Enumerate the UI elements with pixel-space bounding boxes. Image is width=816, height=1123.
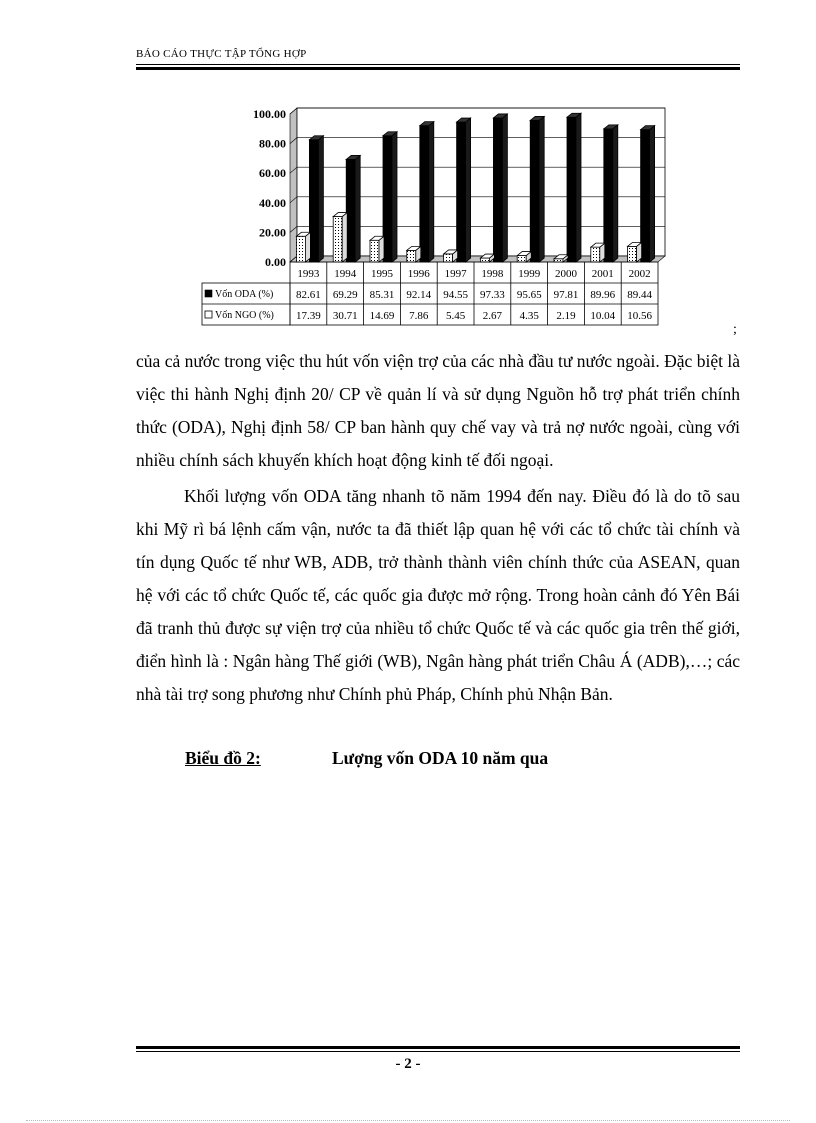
ngo-bar <box>407 246 421 262</box>
x-tick-label: 2000 <box>555 268 577 280</box>
oda-bar-front <box>530 120 539 262</box>
oda-bar-front <box>457 122 466 262</box>
header-rule-thin <box>136 64 740 65</box>
ngo-bar <box>333 213 347 262</box>
ngo-bar <box>444 250 458 262</box>
ngo-bar <box>296 232 310 262</box>
legend-swatch-oda <box>205 290 212 297</box>
ngo-bar-front <box>296 236 305 262</box>
oda-bar-side <box>650 126 655 262</box>
data-label: 69.29 <box>332 289 358 301</box>
figure-label: Biểu đồ 2: <box>185 748 261 768</box>
ngo-bar-front <box>370 240 379 262</box>
legend-label-oda: Vốn ODA (%) <box>215 289 274 300</box>
ngo-bar-front <box>480 258 489 262</box>
footer-rule-thick <box>136 1046 740 1049</box>
data-label: 89.44 <box>627 289 652 301</box>
data-label: 85.31 <box>369 289 395 301</box>
oda-bar-side <box>539 116 544 262</box>
bottom-dotted-line <box>26 1120 790 1122</box>
figure-title: Lượng vốn ODA 10 năm qua <box>332 748 549 768</box>
oda-bar <box>567 113 581 262</box>
data-label: 7.86 <box>409 310 429 322</box>
oda-bar-front <box>567 117 576 262</box>
x-tick-label: 1996 <box>407 268 430 280</box>
paragraph-1: của cả nước trong việc thu hút vốn viện trợ của các nhà đầu tư nước ngoài. Đặc biệt là việc thi hành Nghị định 20/ CP về quản lí và sử dụng Nguồn hỗ trợ phát triển chính thức (ODA), Nghị định 58/ CP ban hành quy chế vay và trả nợ nước ngoài, cùng với nhiều chính sách khuyến khích hoạt động kinh tế đối ngoại. <box>136 351 740 470</box>
oda-bar <box>530 116 544 262</box>
data-label: 2.19 <box>556 310 576 322</box>
oda-bar-front <box>420 126 429 262</box>
data-label: 95.65 <box>516 289 542 301</box>
x-tick-label: 1998 <box>481 268 504 280</box>
chart-side-wall <box>290 108 297 262</box>
oda-bar-side <box>576 113 581 262</box>
ngo-bar-front <box>554 259 563 262</box>
y-tick-label: 0.00 <box>265 255 286 269</box>
oda-bar-side <box>429 122 434 262</box>
oda-ngo-bar-chart <box>200 104 670 336</box>
data-label: 4.35 <box>519 310 539 322</box>
oda-bar <box>346 155 360 262</box>
oda-bar-front <box>493 118 502 262</box>
oda-bar <box>641 126 655 262</box>
x-tick-label: 1997 <box>444 268 467 280</box>
y-tick-label: 80.00 <box>259 136 286 151</box>
x-tick-label: 2002 <box>628 268 651 280</box>
data-label: 10.04 <box>590 310 616 322</box>
oda-bar <box>457 118 471 262</box>
paragraph-2: Khối lượng vốn ODA tăng nhanh tõ năm 1994 đến nay. Điều đó là do tõ sau khi Mỹ rì bá lệnh cấm vận, nước ta đã thiết lập quan hệ với các tổ chức tài chính và tín dụng Quốc tế như WB, ADB, trở thành thành viên chính thức của ASEAN, quan hệ với các tổ chức Quốc tế, các quốc gia được mở rộng. Trong hoàn cảnh đó Yên Bái đã tranh thủ được sự viện trợ của nhiều tổ chức Quốc tế và các quốc gia trên thế giới, điển hình là : Ngân hàng Thế giới (WB), Ngân hàng phát triển Châu Á (ADB),…; các nhà tài trợ song phương như Chính phủ Pháp, Chính phủ Nhận Bản. <box>136 486 740 704</box>
x-tick-label: 1994 <box>334 268 357 280</box>
data-label: 10.56 <box>627 310 652 322</box>
oda-bar <box>420 122 434 262</box>
ngo-bar-front <box>333 217 342 262</box>
data-label: 30.71 <box>332 310 358 322</box>
stray-mark: ; <box>733 322 737 337</box>
ngo-bar-front <box>444 254 453 262</box>
oda-bar-side <box>613 125 618 262</box>
oda-bar-side <box>502 114 507 262</box>
legend-label-ngo: Vốn NGO (%) <box>215 310 274 321</box>
oda-bar <box>493 114 507 262</box>
data-label: 5.45 <box>445 310 466 322</box>
page-number: - 2 - <box>395 1056 421 1072</box>
oda-bar-front <box>604 129 613 262</box>
chart-data-table <box>202 262 658 325</box>
oda-bar-side <box>392 132 397 262</box>
data-label: 82.61 <box>296 289 321 301</box>
ngo-bar-front <box>407 250 416 262</box>
header-rule-thick <box>136 67 740 70</box>
ngo-bar <box>370 236 384 262</box>
oda-bar-side <box>318 136 323 262</box>
data-label: 89.96 <box>590 289 616 301</box>
data-label: 2.67 <box>482 310 503 322</box>
oda-bar <box>309 136 323 262</box>
x-tick-label: 1993 <box>297 268 320 280</box>
ngo-bar-front <box>517 256 526 262</box>
x-tick-label: 2001 <box>591 268 614 280</box>
oda-bar-side <box>355 155 360 262</box>
y-tick-label: 60.00 <box>259 166 286 181</box>
data-label: 14.69 <box>369 310 395 322</box>
header-title: BÁO CÁO THỰC TẬP TỔNG HỢP <box>136 48 307 60</box>
ngo-bar-side <box>342 213 347 262</box>
oda-bar <box>604 125 618 262</box>
y-tick-label: 100.00 <box>253 107 286 121</box>
oda-bar-side <box>466 118 471 262</box>
ngo-bar-front <box>628 246 637 262</box>
ngo-bar-side <box>305 232 310 262</box>
footer-rule-thin <box>136 1051 740 1052</box>
x-tick-label: 1995 <box>371 268 393 280</box>
data-label: 97.33 <box>480 289 505 301</box>
chart-y-tick-labels <box>253 107 286 269</box>
data-label: 17.39 <box>296 310 321 322</box>
x-tick-label: 1999 <box>518 268 541 280</box>
ngo-bar <box>628 242 642 262</box>
ngo-bar-front <box>591 247 600 262</box>
data-label: 92.14 <box>406 289 432 301</box>
data-label: 97.81 <box>553 289 579 301</box>
legend-swatch-ngo <box>205 311 212 318</box>
y-tick-label: 40.00 <box>259 195 286 210</box>
ngo-bar <box>591 243 605 262</box>
data-label: 94.55 <box>443 289 468 301</box>
oda-bar <box>383 132 397 262</box>
y-tick-label: 20.00 <box>259 225 286 240</box>
